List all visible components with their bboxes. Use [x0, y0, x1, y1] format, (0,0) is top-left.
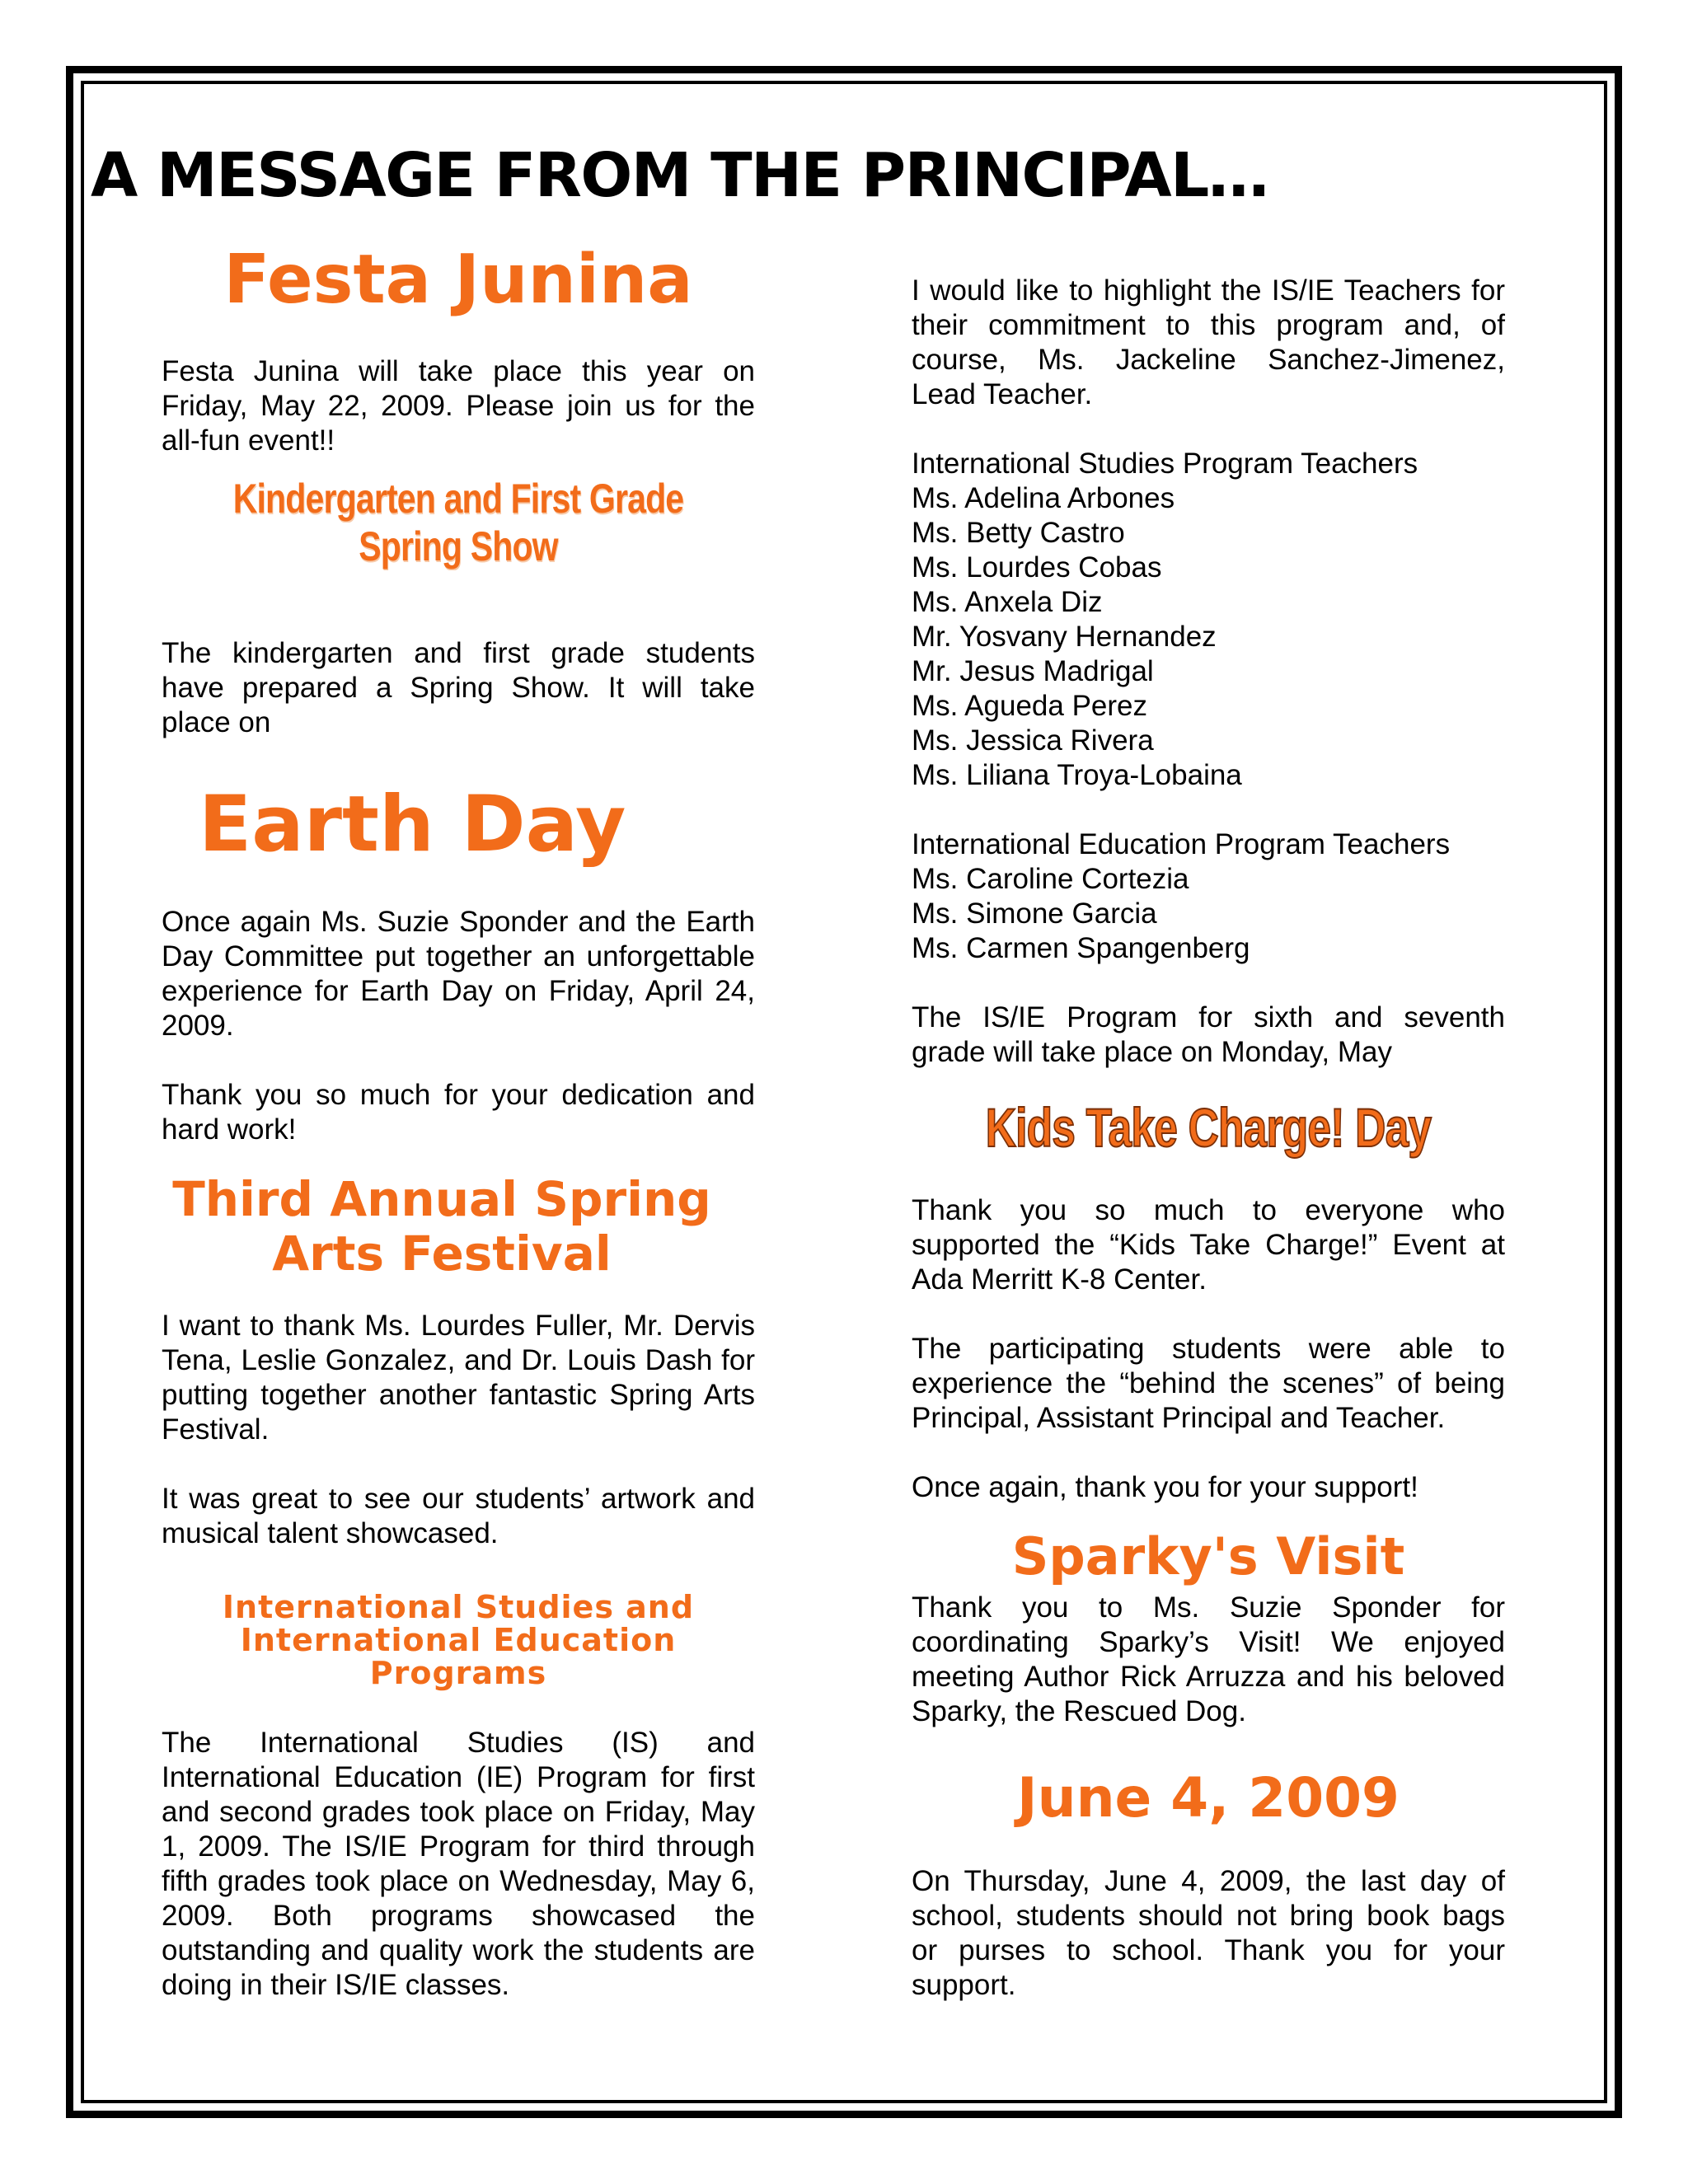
list-item: Ms. Agueda Perez [912, 690, 1147, 722]
list-item: Ms. Adelina Arbones [912, 482, 1175, 514]
earth-day-text: Once again Ms. Suzie Sponder and the Earth Day Committee put together an unforgettable experience for Earth Day on Friday, April 24, 2009. [162, 906, 755, 1042]
kids-take-charge-heading: Kids Take Charge! Day [985, 1097, 1432, 1158]
teachers-intro-text: I would like to highlight the IS/IE Teachers for their commitment to this program and, of course, Ms. Jackeline Sanchez-Jimenez, Lead Teacher. [912, 274, 1505, 410]
is-ie-text: The International Studies (IS) and International Education (IE) Program for first and second grades took place on Friday, May 1, 2009. The IS/IE Program for third through fifth grades took place on Wednesday, May 6, 2009. Both programs showcased the outstanding and quality work the students are doing in their IS/IE classes. [162, 1727, 755, 2001]
list-item: Ms. Betty Castro [912, 517, 1125, 549]
list-item: Ms. Lourdes Cobas [912, 551, 1162, 583]
festa-junina-heading: Festa Junina [223, 241, 693, 319]
festa-junina-text: Festa Junina will take place this year on Friday, May 22, 2009. Please join us for the all-fun event!! [162, 355, 755, 457]
earth-day-thanks: Thank you so much for your dedication and hard work! [162, 1079, 755, 1146]
arts-festival-text: I want to thank Ms. Lourdes Fuller, Mr. Dervis Tena, Leslie Gonzalez, and Dr. Louis Dash for putting together another fantastic Spring Arts Festival. [162, 1310, 755, 1446]
page-title: A MESSAGE FROM THE PRINCIPAL… [91, 140, 1268, 211]
sparkys-visit-text: Thank you to Ms. Suzie Sponder for coordinating Sparky’s Visit! We enjoyed meeting Author Rick Arruzza and his beloved Sparky, the Rescued Dog. [912, 1591, 1505, 1727]
kids-take-charge-text: Thank you so much to everyone who supported the “Kids Take Charge!” Event at Ada Merritt K-8 Center. [912, 1194, 1505, 1296]
spring-show-heading-line1: Kindergarten and First Grade [232, 476, 684, 522]
list-item: Ms. Liliana Troya-Lobaina [912, 759, 1242, 791]
arts-festival-heading-line1: Third Annual Spring [172, 1171, 711, 1227]
arts-festival-heading-line2: Arts Festival [272, 1226, 612, 1282]
earth-day-heading: Earth Day [199, 780, 626, 869]
list-item: Ms. Simone Garcia [912, 898, 1157, 930]
is-teachers-list [912, 481, 1505, 793]
arts-festival-text-2: It was great to see our students’ artwork and musical talent showcased. [162, 1483, 755, 1549]
is-ie-heading-line2: International Education [240, 1622, 677, 1658]
is-ie-heading-line3: Programs [369, 1655, 547, 1691]
left-column [162, 239, 755, 2003]
ie-teachers-title: International Education Program Teachers [912, 828, 1451, 860]
ie-teachers-list [912, 862, 1505, 966]
list-item: Mr. Yosvany Hernandez [912, 621, 1217, 653]
june-4-heading: June 4, 2009 [1017, 1766, 1400, 1830]
list-item: Ms. Jessica Rivera [912, 724, 1154, 757]
is-ie-heading-line1: International Studies and [222, 1589, 695, 1625]
june-4-text: On Thursday, June 4, 2009, the last day of school, students should not bring book bags or purses to school. Thank you for your support. [912, 1865, 1505, 2001]
kids-take-charge-text-3: Once again, thank you for your support! [912, 1471, 1418, 1503]
list-item: Mr. Jesus Madrigal [912, 655, 1154, 687]
sparkys-visit-heading: Sparky's Visit [1011, 1526, 1405, 1586]
right-column [912, 239, 1505, 2003]
spring-show-heading-line2: Spring Show [359, 523, 558, 569]
list-item: Ms. Caroline Cortezia [912, 863, 1189, 895]
list-item: Ms. Anxela Diz [912, 586, 1103, 618]
kids-take-charge-text-2: The participating students were able to experience the “behind the scenes” of being Principal, Assistant Principal and Teacher. [912, 1333, 1505, 1434]
is-teachers-title: International Studies Program Teachers [912, 448, 1418, 480]
spring-show-text: The kindergarten and first grade students have prepared a Spring Show. It will take place on [162, 637, 755, 738]
sixth-seventh-text: The IS/IE Program for sixth and seventh grade will take place on Monday, May [912, 1001, 1505, 1068]
list-item: Ms. Carmen Spangenberg [912, 932, 1250, 964]
